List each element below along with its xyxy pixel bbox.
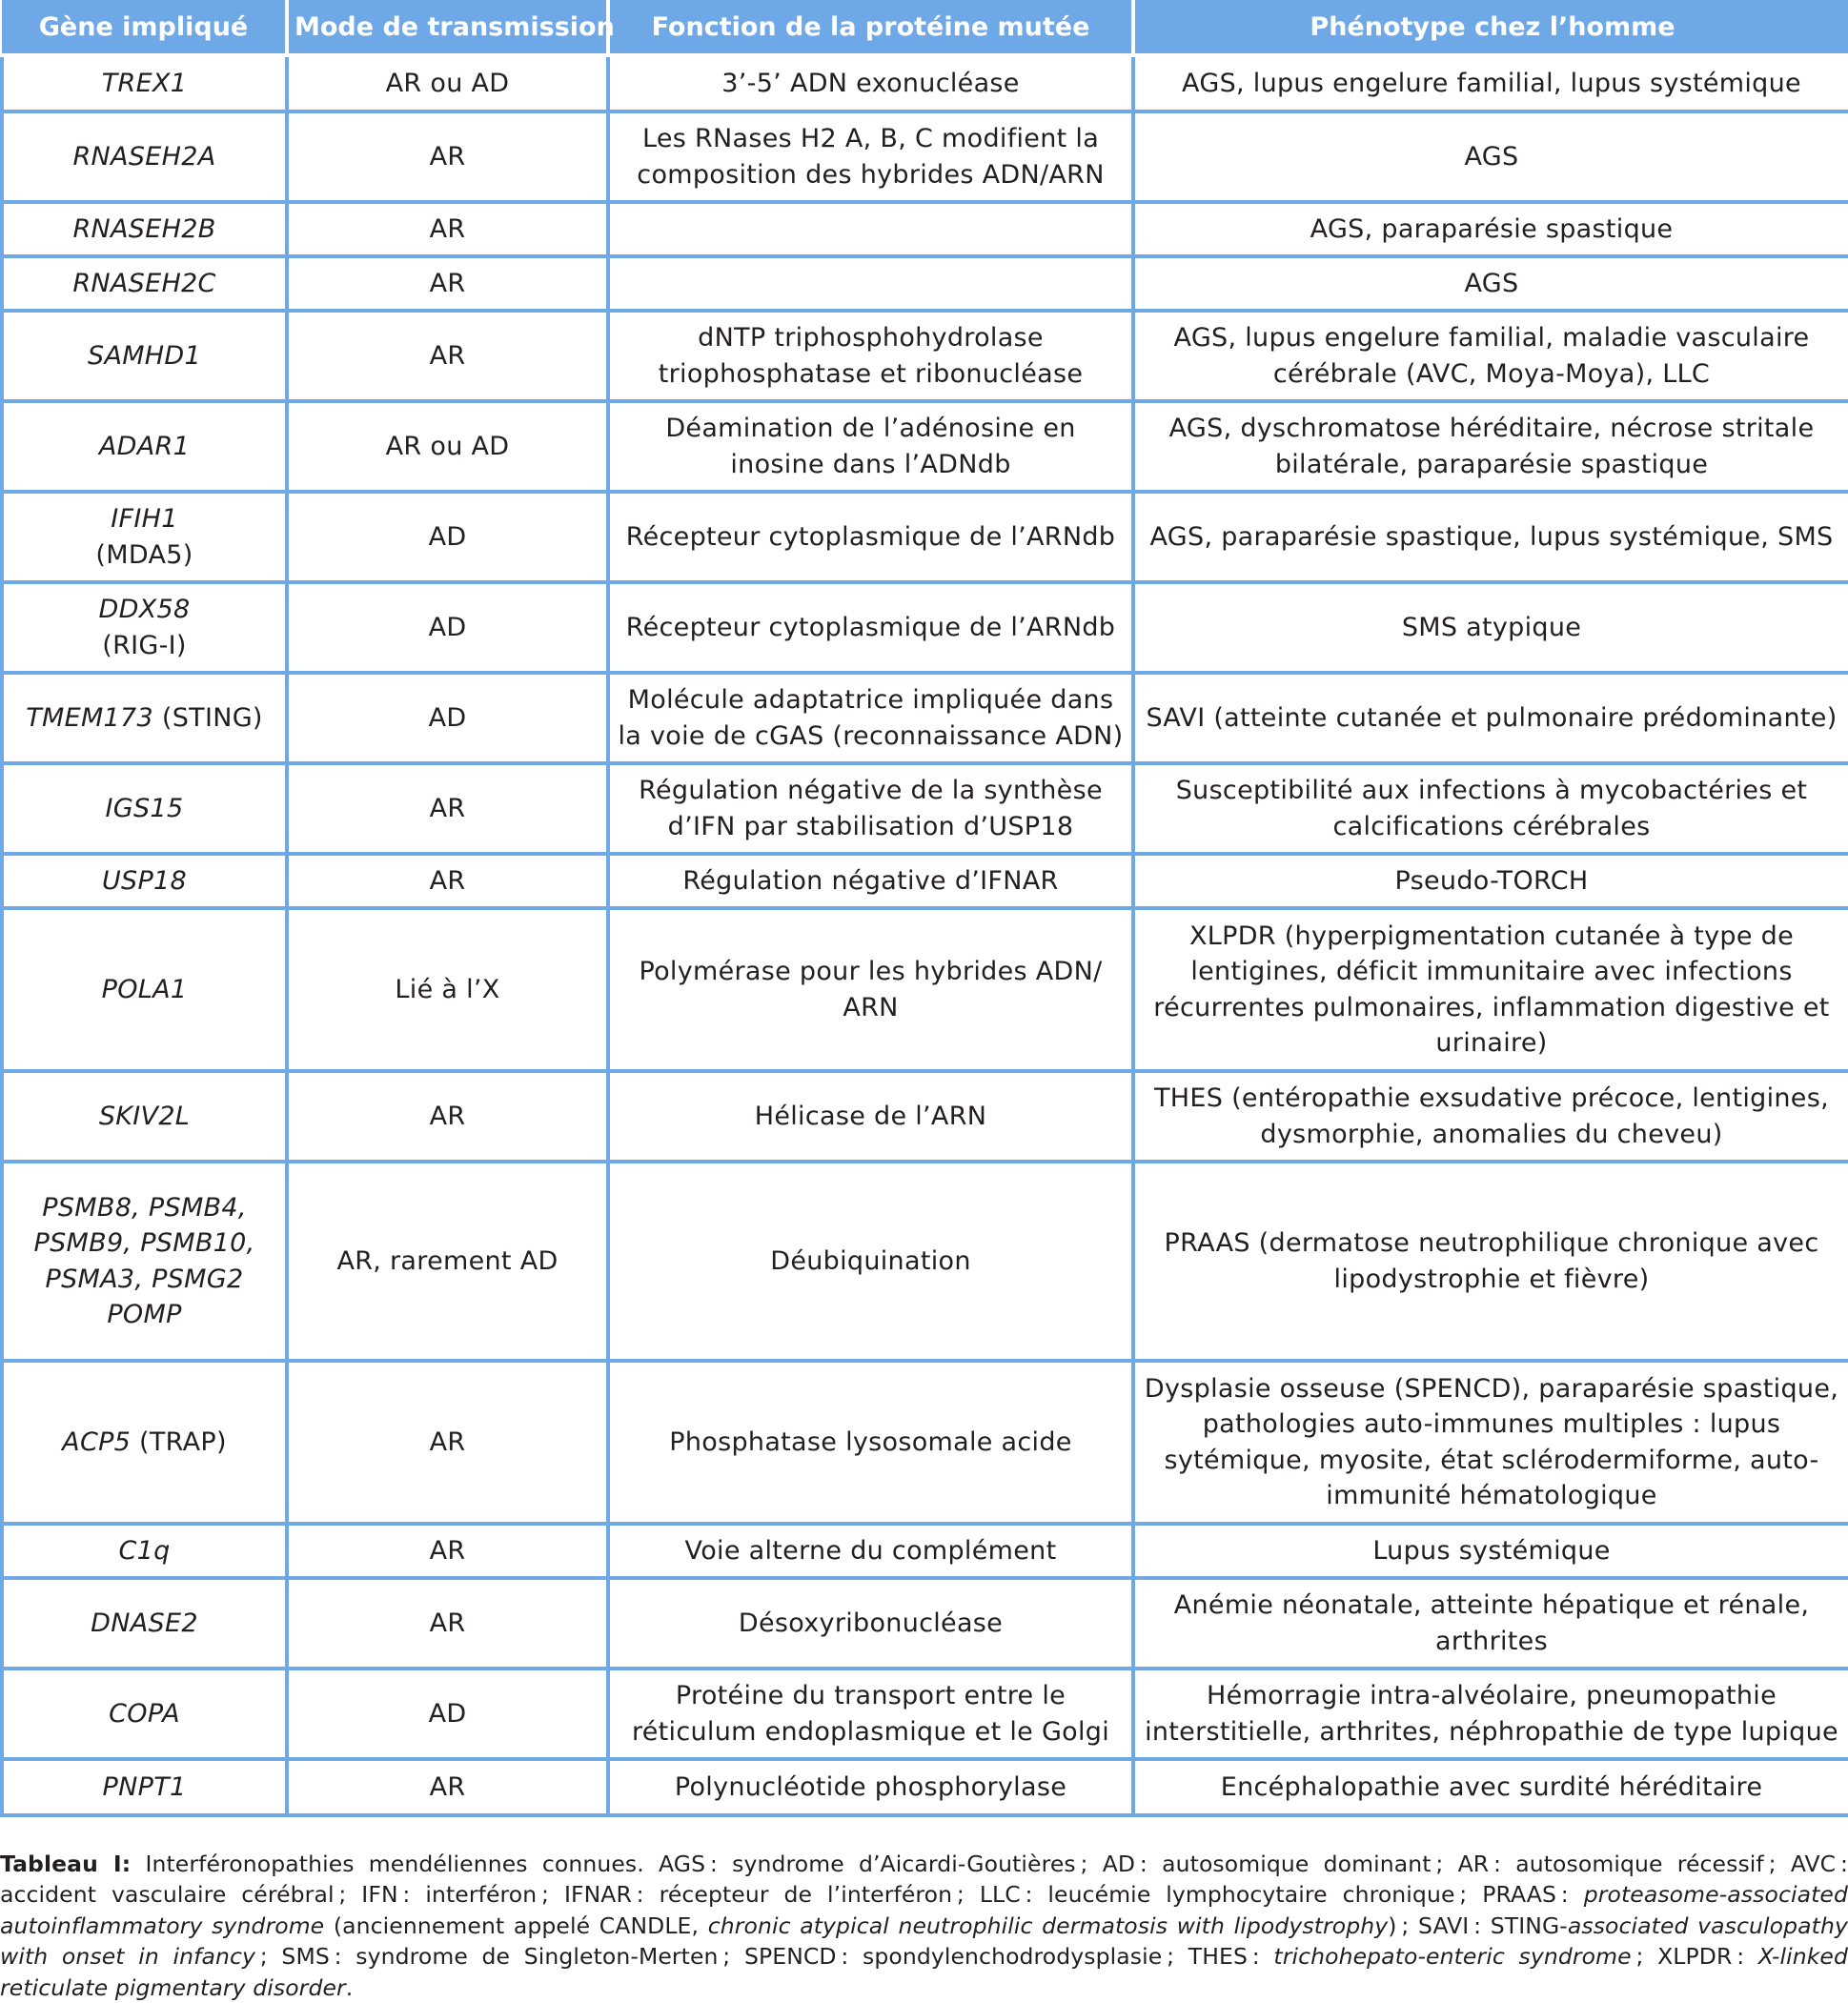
caption-italic-term: chronic atypical neutrophilic dermatosis with lipodystrophy: [708, 1912, 1389, 1939]
table-row: [2, 854, 1848, 908]
cell-gene: [2, 854, 287, 908]
header-phenotype: Phénotype chez l’homme: [1133, 0, 1848, 55]
table-row: [2, 256, 1848, 311]
gene-name: RNASEH2A: [73, 142, 216, 172]
table-row: [2, 1361, 1848, 1524]
gene-name: USP18: [102, 866, 187, 896]
cell-phenotype: AGS: [1133, 256, 1848, 311]
cell-transmission-mode: AD: [287, 582, 608, 673]
table-row: [2, 763, 1848, 854]
header-protein-function: Fonction de la protéine mutée: [608, 0, 1133, 55]
cell-gene: [2, 582, 287, 673]
cell-phenotype: PRAAS (dermatose neutrophilique chronique avec lipodystrophie et fièvre): [1133, 1162, 1848, 1361]
cell-transmission-mode: AD: [287, 1669, 608, 1759]
cell-protein-function: Polynucléotide phosphorylase: [608, 1759, 1133, 1815]
cell-transmission-mode: AR, rarement AD: [287, 1162, 608, 1361]
cell-transmission-mode: AR: [287, 854, 608, 908]
cell-protein-function: Molécule adaptatrice impliquée dans la voie de cGAS (reconnaissance ADN): [608, 673, 1133, 763]
table-row: [2, 1071, 1848, 1162]
cell-phenotype: AGS, lupus engelure familial, maladie vasculaire cérébrale (AVC, Moya-Moya), LLC: [1133, 311, 1848, 401]
cell-phenotype: SAVI (atteinte cutanée et pulmonaire prédominante): [1133, 673, 1848, 763]
caption-segment: .: [346, 1974, 354, 2001]
cell-gene: [2, 673, 287, 763]
cell-gene: [2, 1524, 287, 1578]
cell-transmission-mode: AR: [287, 256, 608, 311]
cell-transmission-mode: AD: [287, 492, 608, 582]
cell-gene: [2, 1071, 287, 1162]
table-row: [2, 582, 1848, 673]
cell-transmission-mode: Lié à l’X: [287, 908, 608, 1071]
gene-alias: (TRAP): [131, 1427, 227, 1457]
cell-phenotype: XLPDR (hyperpigmentation cutanée à type de lentigines, déficit immunitaire avec infections récurrentes pulmonaires, inflammation digestive et urinaire): [1133, 908, 1848, 1071]
cell-phenotype: Hémorragie intra-alvéolaire, pneumopathie interstitielle, arthrites, néphropathie de type lupique: [1133, 1669, 1848, 1759]
table-row: [2, 1578, 1848, 1669]
table-row: [2, 1162, 1848, 1361]
table-row: [2, 492, 1848, 582]
cell-phenotype: Susceptibilité aux infections à mycobactéries et calcifications cérébrales: [1133, 763, 1848, 854]
cell-protein-function: [608, 256, 1133, 311]
cell-phenotype: AGS, paraparésie spastique: [1133, 202, 1848, 256]
gene-name: PNPT1: [103, 1772, 187, 1802]
cell-transmission-mode: AD: [287, 673, 608, 763]
cell-transmission-mode: AR: [287, 202, 608, 256]
cell-transmission-mode: AR: [287, 1361, 608, 1524]
table-row: [2, 111, 1848, 202]
gene-name: TMEM173: [26, 703, 153, 733]
gene-name: ACP5: [62, 1427, 131, 1457]
cell-gene: [2, 401, 287, 492]
gene-name: RNASEH2B: [72, 214, 215, 244]
cell-gene: [2, 256, 287, 311]
header-gene: Gène impliqué: [2, 0, 287, 55]
cell-gene: [2, 908, 287, 1071]
cell-protein-function: Récepteur cytoplasmique de l’ARNdb: [608, 492, 1133, 582]
caption-text: [0, 1851, 1848, 2001]
caption-italic-term: associated vasculopathy with onset in infancy: [0, 1912, 1848, 1971]
cell-phenotype: SMS atypique: [1133, 582, 1848, 673]
gene-name: DNASE2: [91, 1608, 198, 1638]
gene-name: PSMB8, PSMB4, PSMB9, PSMB10, PSMA3, PSMG2 POMP: [34, 1193, 255, 1330]
gene-name: SAMHD1: [88, 341, 201, 371]
cell-transmission-mode: AR ou AD: [287, 401, 608, 492]
caption-italic-term: proteasome-associated autoinflammatory syndrome: [0, 1881, 1848, 1939]
cell-protein-function: Phosphatase lysosomale acide: [608, 1361, 1133, 1524]
table-row: [2, 1669, 1848, 1759]
cell-gene: [2, 111, 287, 202]
caption-segment: ; XLPDR :: [1632, 1943, 1758, 1970]
cell-transmission-mode: AR ou AD: [287, 55, 608, 111]
caption-segment: Interféronopathies mendéliennes connues. AGS : syndrome d’Aicardi-Goutières ; AD : autosomique dominant ; AR : autosomique récessif ; AVC : accident vasculaire cérébral ; IFN : interféron ; IFNAR : récepteur de l’interféron ; LLC : leucémie lymphocytaire chronique ; PRAAS :: [0, 1851, 1848, 1909]
cell-phenotype: Anémie néonatale, atteinte hépatique et rénale, arthrites: [1133, 1578, 1848, 1669]
cell-gene: [2, 55, 287, 111]
gene-name: IGS15: [106, 794, 184, 823]
cell-transmission-mode: AR: [287, 1524, 608, 1578]
cell-transmission-mode: AR: [287, 111, 608, 202]
cell-protein-function: Voie alterne du complément: [608, 1524, 1133, 1578]
cell-protein-function: Récepteur cytoplasmique de l’ARNdb: [608, 582, 1133, 673]
table-row: [2, 311, 1848, 401]
cell-phenotype: AGS, lupus engelure familial, lupus systémique: [1133, 55, 1848, 111]
cell-transmission-mode: AR: [287, 763, 608, 854]
gene-alias: (STING): [153, 703, 263, 733]
cell-gene: [2, 492, 287, 582]
cell-gene: [2, 1759, 287, 1815]
cell-phenotype: Pseudo-TORCH: [1133, 854, 1848, 908]
caption-segment: ) ; SAVI : STING-: [1388, 1912, 1568, 1939]
cell-protein-function: dNTP triphosphohydrolase triophosphatase et ribonucléase: [608, 311, 1133, 401]
gene-alias: (RIG-I): [11, 628, 277, 664]
table-row: [2, 1524, 1848, 1578]
cell-phenotype: AGS, paraparésie spastique, lupus systémique, SMS: [1133, 492, 1848, 582]
gene-name: SKIV2L: [99, 1102, 190, 1131]
gene-name: ADAR1: [99, 432, 190, 461]
gene-name: POLA1: [102, 975, 188, 1004]
table-row: [2, 1759, 1848, 1815]
cell-gene: [2, 202, 287, 256]
gene-name: RNASEH2C: [72, 269, 215, 298]
caption-italic-term: trichohepato-enteric syndrome: [1273, 1943, 1631, 1970]
table-row: [2, 673, 1848, 763]
cell-protein-function: Régulation négative d’IFNAR: [608, 854, 1133, 908]
cell-transmission-mode: AR: [287, 1071, 608, 1162]
cell-gene: [2, 763, 287, 854]
cell-phenotype: AGS: [1133, 111, 1848, 202]
cell-phenotype: Lupus systémique: [1133, 1524, 1848, 1578]
gene-name: TREX1: [102, 69, 188, 98]
cell-phenotype: AGS, dyschromatose héréditaire, nécrose stritale bilatérale, paraparésie spastique: [1133, 401, 1848, 492]
caption-segment: (anciennement appelé CANDLE,: [324, 1912, 707, 1939]
table-header-row: [2, 0, 1848, 55]
cell-gene: [2, 311, 287, 401]
cell-transmission-mode: AR: [287, 1759, 608, 1815]
gene-name: IFIH1: [111, 504, 177, 534]
header-transmission-mode: Mode de transmission: [287, 0, 608, 55]
cell-phenotype: Encéphalopathie avec surdité héréditaire: [1133, 1759, 1848, 1815]
cell-protein-function: Déamination de l’adénosine en inosine dans l’ADNdb: [608, 401, 1133, 492]
table-row: [2, 401, 1848, 492]
table-body: [2, 55, 1848, 1815]
table-caption: [0, 1849, 1848, 2003]
cell-protein-function: Régulation négative de la synthèse d’IFN par stabilisation d’USP18: [608, 763, 1133, 854]
cell-gene: [2, 1669, 287, 1759]
cell-protein-function: Déubiquination: [608, 1162, 1133, 1361]
cell-protein-function: 3’-5’ ADN exonucléase: [608, 55, 1133, 111]
caption-italic-term: X-linked reticulate pigmentary disorder: [0, 1943, 1848, 2001]
cell-phenotype: THES (entéropathie exsudative précoce, lentigines, dysmorphie, anomalies du cheveu): [1133, 1071, 1848, 1162]
gene-name: COPA: [109, 1699, 180, 1729]
cell-gene: [2, 1578, 287, 1669]
table-row: [2, 55, 1848, 111]
cell-phenotype: Dysplasie osseuse (SPENCD), paraparésie spastique, pathologies auto-immunes multiples : lupus sytémique, myosite, état sclérodermiforme, auto-immunité hématologique: [1133, 1361, 1848, 1524]
cell-protein-function: Polymérase pour les hybrides ADN/ ARN: [608, 908, 1133, 1071]
gene-name: C1q: [118, 1536, 170, 1566]
gene-name: DDX58: [99, 595, 191, 624]
caption-segment: ; SMS : syndrome de Singleton-Merten ; SPENCD : spondylenchodrodysplasie ; THES :: [255, 1943, 1273, 1970]
cell-protein-function: Désoxyribonucléase: [608, 1578, 1133, 1669]
cell-protein-function: [608, 202, 1133, 256]
cell-transmission-mode: AR: [287, 311, 608, 401]
table-row: [2, 908, 1848, 1071]
cell-protein-function: Hélicase de l’ARN: [608, 1071, 1133, 1162]
cell-transmission-mode: AR: [287, 1578, 608, 1669]
cell-gene: [2, 1162, 287, 1361]
gene-alias: (MDA5): [11, 537, 277, 574]
caption-title: Tableau I:: [0, 1851, 131, 1877]
table-row: [2, 202, 1848, 256]
cell-gene: [2, 1361, 287, 1524]
cell-protein-function: Protéine du transport entre le réticulum endoplasmique et le Golgi: [608, 1669, 1133, 1759]
cell-protein-function: Les RNases H2 A, B, C modifient la composition des hybrides ADN/ARN: [608, 111, 1133, 202]
